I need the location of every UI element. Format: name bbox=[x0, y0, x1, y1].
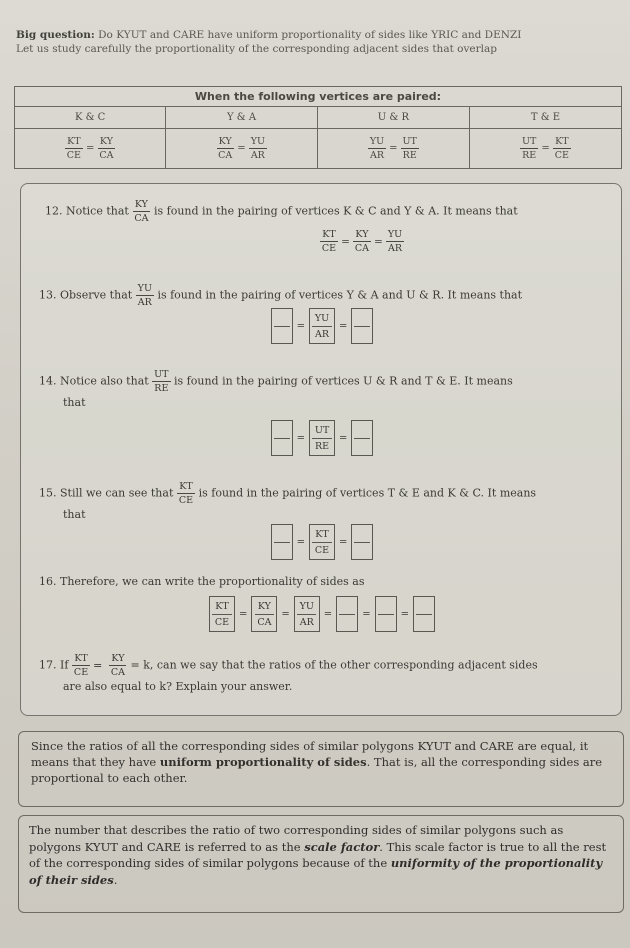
item-14-text-2: that bbox=[63, 396, 86, 409]
ratio-cell: $\frac{KY}{CA}$ = $\frac{YU}{AR}$ bbox=[166, 129, 318, 169]
ratio-cell: $\frac{YU}{AR}$ = $\frac{UT}{RE}$ bbox=[317, 129, 469, 169]
box-num: YU bbox=[314, 312, 330, 324]
intro-text bbox=[16, 28, 622, 56]
big-question-heading: Big question: bbox=[16, 29, 95, 41]
ratio-cell: $\frac{UT}{RE}$ = $\frac{KT}{CE}$ bbox=[469, 129, 621, 169]
item-16-boxes: KT CE = KY CA = YU AR = = = bbox=[21, 596, 623, 632]
item-17-k: = k bbox=[130, 658, 150, 672]
frac-den: CE bbox=[73, 667, 89, 678]
item-14-text: is found in the pairing of vertices U & R and T & E. It means bbox=[174, 374, 513, 388]
ratio-box bbox=[309, 420, 335, 456]
item-14-boxes: = UT RE = bbox=[21, 420, 623, 456]
intro-line-2: Let us study carefully the proportionality of the corresponding adjacent sides that overlap bbox=[16, 43, 497, 55]
ratio-box bbox=[309, 308, 335, 344]
blank-ratio-box[interactable] bbox=[271, 524, 293, 560]
pair-label: Y & A bbox=[166, 107, 318, 129]
note-term-uniformity: uniformity of the proportionality of their sides bbox=[29, 856, 603, 887]
blank-ratio-box[interactable] bbox=[336, 596, 358, 632]
box-den: AR bbox=[299, 616, 314, 628]
blank-ratio-box[interactable] bbox=[351, 420, 373, 456]
answer-text-2: . That is, all the corresponding sides are proportional to each other. bbox=[31, 755, 603, 785]
ratio-numerator: KT bbox=[555, 136, 569, 147]
item-15-boxes: = KT CE = bbox=[21, 524, 623, 560]
pair-label: U & R bbox=[317, 107, 469, 129]
frac-den: CE bbox=[321, 243, 337, 254]
pair-label: T & E bbox=[469, 107, 621, 129]
box-num: KT bbox=[215, 600, 229, 612]
item-14-lead: 14. Notice also that bbox=[39, 374, 149, 388]
vertex-pairing-table bbox=[14, 86, 622, 169]
item-14 bbox=[39, 368, 615, 410]
frac-num: YU bbox=[387, 229, 403, 240]
ratio-denominator: RE bbox=[402, 150, 417, 161]
frac-den: CA bbox=[110, 667, 125, 678]
blank-ratio-box[interactable] bbox=[413, 596, 435, 632]
ratio-box bbox=[209, 596, 235, 632]
item-17: 17. If $\frac{KT}{CE}$ = $\frac{KY}{CA}$ = k, can we say that the ratios of the other corresponding adjacent sides are also equal to k? Explain your answer. bbox=[39, 652, 619, 694]
frac-num: YU bbox=[137, 283, 152, 294]
item-16: 16. Therefore, we can write the proportionality of sides as bbox=[39, 575, 365, 588]
item-13 bbox=[39, 282, 615, 309]
ratio-denominator: CA bbox=[218, 150, 233, 161]
box-num: KY bbox=[257, 600, 271, 612]
ratio-numerator: KY bbox=[218, 136, 232, 147]
frac-num: KY bbox=[355, 229, 369, 240]
item-13-boxes: = YU AR = bbox=[21, 308, 623, 344]
note-text-3: . bbox=[113, 872, 118, 887]
questions-panel bbox=[20, 183, 622, 716]
item-13-lead: 13. Observe that bbox=[39, 288, 133, 302]
item-12-text: is found in the pairing of vertices K & C and Y & A. It means that bbox=[153, 204, 518, 218]
table-header: When the following vertices are paired: bbox=[15, 87, 622, 107]
box-den: CE bbox=[314, 544, 330, 556]
frac-num: KY bbox=[111, 653, 125, 664]
note-term-scale-factor: scale factor bbox=[304, 839, 380, 854]
ratio-denominator: CA bbox=[99, 150, 114, 161]
item-13-text: is found in the pairing of vertices Y & A and U & R. It means that bbox=[157, 288, 523, 302]
frac-num: KT bbox=[74, 653, 88, 664]
frac-num: UT bbox=[154, 369, 169, 380]
ratio-box bbox=[294, 596, 320, 632]
frac-num: KT bbox=[179, 481, 193, 492]
item-15 bbox=[39, 480, 615, 522]
ratio-denominator: AR bbox=[370, 150, 385, 161]
big-question-text: Do KYUT and CARE have uniform proportionality of sides like YRIC and DENZI bbox=[98, 29, 522, 41]
box-den: CE bbox=[214, 616, 230, 628]
blank-ratio-box[interactable] bbox=[271, 420, 293, 456]
ratio-numerator: YU bbox=[369, 136, 385, 147]
ratio-denominator: CE bbox=[66, 150, 81, 161]
frac-den: AR bbox=[387, 243, 402, 254]
item-12-equation: $\frac{KT}{CE}$ = $\frac{KY}{CA}$ = $\frac{YU}{AR}$ bbox=[321, 229, 403, 254]
frac-num: KT bbox=[322, 229, 336, 240]
box-num: YU bbox=[299, 600, 314, 612]
blank-ratio-box[interactable] bbox=[271, 308, 293, 344]
box-num: UT bbox=[314, 424, 330, 436]
box-den: AR bbox=[314, 328, 329, 340]
frac-den: CE bbox=[178, 495, 194, 506]
item-15-lead: 15. Still we can see that bbox=[39, 486, 174, 500]
blank-ratio-box[interactable] bbox=[351, 308, 373, 344]
item-12-lead: 12. Notice that bbox=[45, 204, 129, 218]
ratio-numerator: UT bbox=[402, 136, 417, 147]
item-15-text: is found in the pairing of vertices T & E and K & C. It means bbox=[198, 486, 537, 500]
answer-box bbox=[18, 731, 624, 807]
frac-den: RE bbox=[154, 383, 169, 394]
item-12 bbox=[45, 198, 615, 225]
note-text-1: The number that describes the ratio of two corresponding sides of similar polygons such as polygons KYUT and CARE is referred to as the bbox=[29, 823, 564, 854]
ratio-numerator: UT bbox=[522, 136, 537, 147]
blank-ratio-box[interactable] bbox=[375, 596, 397, 632]
frac-den: CA bbox=[354, 243, 370, 254]
item-17-lead: 17. If bbox=[39, 658, 69, 672]
box-den: CA bbox=[257, 616, 272, 628]
frac-den: CA bbox=[134, 213, 149, 224]
ratio-numerator: KT bbox=[67, 136, 81, 147]
pair-label: K & C bbox=[15, 107, 166, 129]
answer-bold-term: uniform proportionality of sides bbox=[159, 755, 367, 769]
item-17-text: , can we say that the ratios of the other corresponding adjacent sides bbox=[149, 658, 538, 672]
ratio-box bbox=[251, 596, 277, 632]
ratio-denominator: RE bbox=[522, 150, 537, 161]
item-15-text-2: that bbox=[63, 508, 86, 521]
ratio-box bbox=[309, 524, 335, 560]
box-den: RE bbox=[314, 440, 330, 452]
blank-ratio-box[interactable] bbox=[351, 524, 373, 560]
frac-den: AR bbox=[137, 297, 152, 308]
box-num: KT bbox=[315, 528, 329, 540]
frac-num: KY bbox=[134, 199, 148, 210]
note-text-2: . This scale factor is true to all the rest of the corresponding sides of similar polygons because of the bbox=[29, 839, 607, 870]
ratio-numerator: YU bbox=[250, 136, 265, 147]
answer-text-1: Since the ratios of all the corresponding sides of similar polygons KYUT and CARE are equal, it means that they have bbox=[31, 739, 589, 769]
ratio-cell: $\frac{KT}{CE}$ = $\frac{KY}{CA}$ bbox=[15, 129, 166, 169]
item-17-text-2: are also equal to k? Explain your answer. bbox=[63, 680, 293, 693]
scale-factor-note bbox=[18, 815, 624, 913]
ratio-numerator: KY bbox=[99, 136, 114, 147]
ratio-denominator: CE bbox=[554, 150, 569, 161]
ratio-denominator: AR bbox=[250, 150, 265, 161]
